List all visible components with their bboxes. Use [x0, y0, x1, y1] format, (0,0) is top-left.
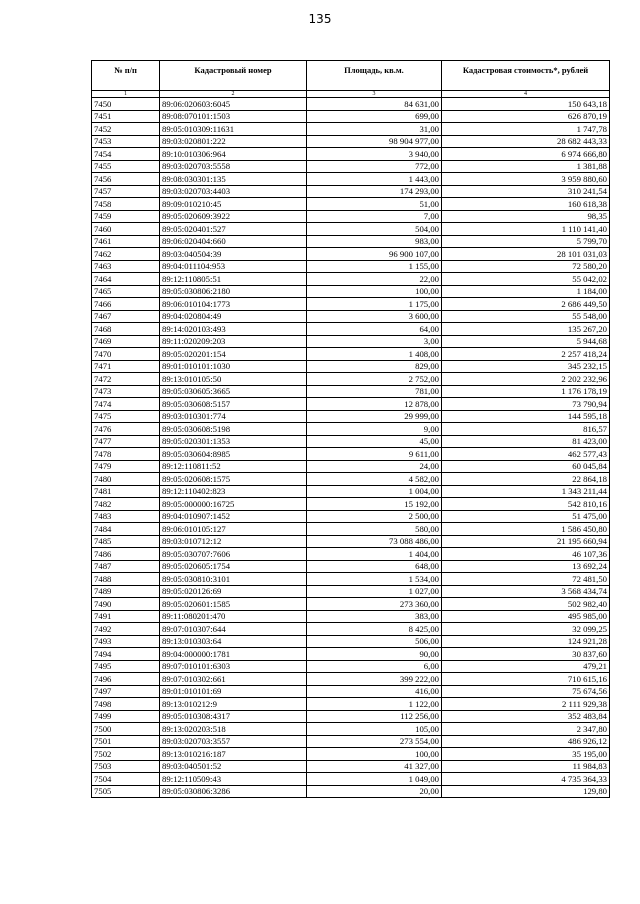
row-number: 7502 — [92, 748, 160, 761]
table-row — [92, 323, 610, 336]
area-value: 1 175,00 — [307, 298, 442, 311]
area-value: 31,00 — [307, 123, 442, 136]
row-number: 7477 — [92, 435, 160, 448]
cost-value: 1 176 178,19 — [442, 385, 610, 398]
table-row — [92, 710, 610, 723]
cadastral-number: 89:13:010303:64 — [160, 635, 307, 648]
table-row — [92, 298, 610, 311]
table-row — [92, 348, 610, 361]
cadastral-number: 89:05:030806:2180 — [160, 285, 307, 298]
table-row — [92, 510, 610, 523]
area-value: 1 404,00 — [307, 548, 442, 561]
table-row — [92, 748, 610, 761]
table-row — [92, 610, 610, 623]
cadastral-number: 89:13:010105:50 — [160, 373, 307, 386]
cost-value: 2 257 418,24 — [442, 348, 610, 361]
cost-value: 72 580,20 — [442, 260, 610, 273]
row-number: 7497 — [92, 685, 160, 698]
cost-value: 5 944,68 — [442, 335, 610, 348]
cadastral-number: 89:03:020703:4403 — [160, 185, 307, 198]
table-row — [92, 498, 610, 511]
row-number: 7471 — [92, 360, 160, 373]
cost-value: 135 267,20 — [442, 323, 610, 336]
area-value: 9 611,00 — [307, 448, 442, 461]
cadastral-number: 89:03:020703:3557 — [160, 735, 307, 748]
cost-value: 5 799,70 — [442, 235, 610, 248]
row-number: 7496 — [92, 673, 160, 686]
cost-value: 479,21 — [442, 660, 610, 673]
cost-value: 310 241,54 — [442, 185, 610, 198]
cadastral-number: 89:03:010712:12 — [160, 535, 307, 548]
cost-value: 710 615,16 — [442, 673, 610, 686]
area-value: 7,00 — [307, 210, 442, 223]
table-row — [92, 123, 610, 136]
cadastral-number: 89:03:040504:39 — [160, 248, 307, 261]
row-number: 7461 — [92, 235, 160, 248]
cadastral-number: 89:11:020209:203 — [160, 335, 307, 348]
row-number: 7483 — [92, 510, 160, 523]
area-value: 112 256,00 — [307, 710, 442, 723]
cadastral-number: 89:14:020103:493 — [160, 323, 307, 336]
row-number: 7491 — [92, 610, 160, 623]
row-number: 7466 — [92, 298, 160, 311]
row-number: 7451 — [92, 110, 160, 123]
cost-value: 75 674,56 — [442, 685, 610, 698]
area-value: 3,00 — [307, 335, 442, 348]
row-number: 7499 — [92, 710, 160, 723]
area-value: 1 049,00 — [307, 773, 442, 786]
row-number: 7476 — [92, 423, 160, 436]
cadastral-number: 89:12:110402:823 — [160, 485, 307, 498]
table-row — [92, 385, 610, 398]
cost-value: 3 568 434,74 — [442, 585, 610, 598]
header-cadastral-number: Кадастровый номер — [160, 61, 307, 91]
cost-value: 2 202 232,96 — [442, 373, 610, 386]
cost-value: 150 643,18 — [442, 98, 610, 111]
cadastral-number: 89:11:080201:470 — [160, 610, 307, 623]
table-row — [92, 435, 610, 448]
area-value: 6,00 — [307, 660, 442, 673]
area-value: 273 360,00 — [307, 598, 442, 611]
area-value: 504,00 — [307, 223, 442, 236]
table-row — [92, 573, 610, 586]
cadastral-number: 89:12:110805:51 — [160, 273, 307, 286]
cadastral-number: 89:05:010309:11631 — [160, 123, 307, 136]
cost-value: 2 347,80 — [442, 723, 610, 736]
cost-value: 46 107,36 — [442, 548, 610, 561]
cadastral-number: 89:08:070101:1503 — [160, 110, 307, 123]
table-row — [92, 598, 610, 611]
cadastral-table — [91, 60, 610, 798]
cadastral-number: 89:06:020603:6045 — [160, 98, 307, 111]
row-number: 7467 — [92, 310, 160, 323]
row-number: 7456 — [92, 173, 160, 186]
cost-value: 35 195,00 — [442, 748, 610, 761]
area-value: 399 222,00 — [307, 673, 442, 686]
row-number: 7488 — [92, 573, 160, 586]
cadastral-number: 89:05:030608:5157 — [160, 398, 307, 411]
table-row — [92, 698, 610, 711]
area-value: 273 554,00 — [307, 735, 442, 748]
area-value: 45,00 — [307, 435, 442, 448]
table-row — [92, 585, 610, 598]
area-value: 648,00 — [307, 560, 442, 573]
cadastral-number: 89:13:020203:518 — [160, 723, 307, 736]
row-number: 7501 — [92, 735, 160, 748]
area-value: 15 192,00 — [307, 498, 442, 511]
row-number: 7473 — [92, 385, 160, 398]
header-area: Площадь, кв.м. — [307, 61, 442, 91]
row-number: 7487 — [92, 560, 160, 573]
cost-value: 13 692,24 — [442, 560, 610, 573]
area-value: 105,00 — [307, 723, 442, 736]
row-number: 7494 — [92, 648, 160, 661]
cost-value: 28 101 031,03 — [442, 248, 610, 261]
table-row — [92, 560, 610, 573]
table-row — [92, 398, 610, 411]
row-number: 7480 — [92, 473, 160, 486]
row-number: 7459 — [92, 210, 160, 223]
table-row — [92, 460, 610, 473]
column-number: 3 — [307, 91, 442, 98]
area-value: 24,00 — [307, 460, 442, 473]
area-value: 1 408,00 — [307, 348, 442, 361]
table-row — [92, 360, 610, 373]
cadastral-number: 89:05:020605:1754 — [160, 560, 307, 573]
row-number: 7462 — [92, 248, 160, 261]
table-row — [92, 335, 610, 348]
table-row — [92, 248, 610, 261]
cadastral-number: 89:06:020404:660 — [160, 235, 307, 248]
row-number: 7474 — [92, 398, 160, 411]
area-value: 781,00 — [307, 385, 442, 398]
table-row — [92, 660, 610, 673]
cadastral-number: 89:01:010101:69 — [160, 685, 307, 698]
area-value: 51,00 — [307, 198, 442, 211]
row-number: 7457 — [92, 185, 160, 198]
cost-value: 502 982,40 — [442, 598, 610, 611]
row-number: 7505 — [92, 785, 160, 798]
table-row — [92, 485, 610, 498]
cadastral-number: 89:05:000000:16725 — [160, 498, 307, 511]
area-value: 64,00 — [307, 323, 442, 336]
table-row — [92, 623, 610, 636]
area-value: 983,00 — [307, 235, 442, 248]
cost-value: 55 548,00 — [442, 310, 610, 323]
cost-value: 542 810,16 — [442, 498, 610, 511]
column-number: 1 — [92, 91, 160, 98]
table-row — [92, 148, 610, 161]
area-value: 1 027,00 — [307, 585, 442, 598]
cost-value: 30 837,60 — [442, 648, 610, 661]
cadastral-number: 89:07:010101:6303 — [160, 660, 307, 673]
area-value: 1 155,00 — [307, 260, 442, 273]
row-number: 7472 — [92, 373, 160, 386]
area-value: 2 500,00 — [307, 510, 442, 523]
row-number: 7504 — [92, 773, 160, 786]
table-row — [92, 673, 610, 686]
row-number: 7492 — [92, 623, 160, 636]
area-value: 96 900 107,00 — [307, 248, 442, 261]
cost-value: 4 735 364,33 — [442, 773, 610, 786]
column-number: 2 — [160, 91, 307, 98]
area-value: 829,00 — [307, 360, 442, 373]
row-number: 7478 — [92, 448, 160, 461]
cost-value: 2 111 929,38 — [442, 698, 610, 711]
cadastral-number: 89:05:010308:4317 — [160, 710, 307, 723]
area-value: 2 752,00 — [307, 373, 442, 386]
cadastral-number: 89:13:010216:187 — [160, 748, 307, 761]
header-num: № п/п — [92, 61, 160, 91]
cost-value: 6 974 666,80 — [442, 148, 610, 161]
row-number: 7498 — [92, 698, 160, 711]
row-number: 7464 — [92, 273, 160, 286]
row-number: 7486 — [92, 548, 160, 561]
row-number: 7503 — [92, 760, 160, 773]
row-number: 7493 — [92, 635, 160, 648]
row-number: 7479 — [92, 460, 160, 473]
cadastral-number: 89:12:110811:52 — [160, 460, 307, 473]
row-number: 7475 — [92, 410, 160, 423]
area-value: 90,00 — [307, 648, 442, 661]
area-value: 506,00 — [307, 635, 442, 648]
cost-value: 144 595,18 — [442, 410, 610, 423]
row-number: 7458 — [92, 198, 160, 211]
cadastral-number: 89:06:010105:127 — [160, 523, 307, 536]
area-value: 383,00 — [307, 610, 442, 623]
table-row — [92, 535, 610, 548]
cadastral-number: 89:04:020804:49 — [160, 310, 307, 323]
cadastral-number: 89:07:010307:644 — [160, 623, 307, 636]
row-number: 7490 — [92, 598, 160, 611]
cost-value: 816,57 — [442, 423, 610, 436]
cost-value: 73 790,94 — [442, 398, 610, 411]
area-value: 1 122,00 — [307, 698, 442, 711]
cost-value: 32 099,25 — [442, 623, 610, 636]
table-row — [92, 285, 610, 298]
row-number: 7489 — [92, 585, 160, 598]
page-number: 135 — [308, 12, 332, 26]
cadastral-number: 89:03:010301:774 — [160, 410, 307, 423]
table-row — [92, 648, 610, 661]
table-row — [92, 273, 610, 286]
row-number: 7481 — [92, 485, 160, 498]
cadastral-number: 89:05:020609:3922 — [160, 210, 307, 223]
cost-value: 352 483,84 — [442, 710, 610, 723]
cadastral-number: 89:03:020801:222 — [160, 135, 307, 148]
cadastral-number: 89:05:030608:5198 — [160, 423, 307, 436]
row-number: 7454 — [92, 148, 160, 161]
header-row — [92, 61, 610, 91]
row-number: 7465 — [92, 285, 160, 298]
cadastral-number: 89:10:010306:964 — [160, 148, 307, 161]
row-number: 7495 — [92, 660, 160, 673]
cost-value: 98,35 — [442, 210, 610, 223]
cost-value: 124 921,28 — [442, 635, 610, 648]
cost-value: 22 864,18 — [442, 473, 610, 486]
row-number: 7452 — [92, 123, 160, 136]
table-row — [92, 198, 610, 211]
table-row — [92, 235, 610, 248]
row-number: 7482 — [92, 498, 160, 511]
table-row — [92, 110, 610, 123]
area-value: 1 534,00 — [307, 573, 442, 586]
cost-value: 462 577,43 — [442, 448, 610, 461]
cost-value: 1 110 141,40 — [442, 223, 610, 236]
cadastral-number: 89:05:020201:154 — [160, 348, 307, 361]
cadastral-number: 89:08:030301:135 — [160, 173, 307, 186]
cadastral-number: 89:05:030707:7606 — [160, 548, 307, 561]
cadastral-number: 89:05:030806:3286 — [160, 785, 307, 798]
row-number: 7470 — [92, 348, 160, 361]
cadastral-number: 89:05:020401:527 — [160, 223, 307, 236]
area-value: 98 904 977,00 — [307, 135, 442, 148]
table-row — [92, 410, 610, 423]
cadastral-number: 89:01:010101:1030 — [160, 360, 307, 373]
table-row — [92, 548, 610, 561]
row-number: 7468 — [92, 323, 160, 336]
cadastral-number: 89:04:011104:953 — [160, 260, 307, 273]
table-row — [92, 173, 610, 186]
row-number: 7484 — [92, 523, 160, 536]
table-row — [92, 210, 610, 223]
cost-value: 495 985,00 — [442, 610, 610, 623]
table-row — [92, 685, 610, 698]
row-number: 7455 — [92, 160, 160, 173]
cadastral-number: 89:05:030810:3101 — [160, 573, 307, 586]
cost-value: 345 232,15 — [442, 360, 610, 373]
row-number: 7469 — [92, 335, 160, 348]
cadastral-number: 89:05:030604:8985 — [160, 448, 307, 461]
row-number: 7450 — [92, 98, 160, 111]
area-value: 41 327,00 — [307, 760, 442, 773]
area-value: 84 631,00 — [307, 98, 442, 111]
table-row — [92, 785, 610, 798]
cadastral-number: 89:06:010104:1773 — [160, 298, 307, 311]
area-value: 8 425,00 — [307, 623, 442, 636]
cadastral-number: 89:04:000000:1781 — [160, 648, 307, 661]
area-value: 3 940,00 — [307, 148, 442, 161]
cadastral-number: 89:03:020703:5558 — [160, 160, 307, 173]
table-row — [92, 773, 610, 786]
area-value: 12 878,00 — [307, 398, 442, 411]
table-row — [92, 98, 610, 111]
area-value: 580,00 — [307, 523, 442, 536]
cost-value: 1 747,78 — [442, 123, 610, 136]
table-row — [92, 185, 610, 198]
table-row — [92, 423, 610, 436]
area-value: 9,00 — [307, 423, 442, 436]
cadastral-number: 89:05:020301:1353 — [160, 435, 307, 448]
table-row — [92, 260, 610, 273]
cost-value: 81 423,00 — [442, 435, 610, 448]
table-row — [92, 448, 610, 461]
row-number: 7500 — [92, 723, 160, 736]
cost-value: 2 686 449,50 — [442, 298, 610, 311]
area-value: 416,00 — [307, 685, 442, 698]
cost-value: 11 984,83 — [442, 760, 610, 773]
cost-value: 129,80 — [442, 785, 610, 798]
cadastral-number: 89:07:010302:661 — [160, 673, 307, 686]
area-value: 100,00 — [307, 748, 442, 761]
cadastral-number: 89:05:020608:1575 — [160, 473, 307, 486]
area-value: 100,00 — [307, 285, 442, 298]
row-number: 7453 — [92, 135, 160, 148]
cost-value: 1 381,88 — [442, 160, 610, 173]
table-row — [92, 635, 610, 648]
area-value: 3 600,00 — [307, 310, 442, 323]
cost-value: 21 195 660,94 — [442, 535, 610, 548]
row-number: 7460 — [92, 223, 160, 236]
column-number: 4 — [442, 91, 610, 98]
cost-value: 55 042,02 — [442, 273, 610, 286]
row-number: 7485 — [92, 535, 160, 548]
table-row — [92, 223, 610, 236]
table-row — [92, 135, 610, 148]
cadastral-number: 89:13:010212:9 — [160, 698, 307, 711]
table-row — [92, 760, 610, 773]
cadastral-number: 89:04:010907:1452 — [160, 510, 307, 523]
cost-value: 626 870,19 — [442, 110, 610, 123]
table-row — [92, 473, 610, 486]
table-row — [92, 523, 610, 536]
cadastral-number: 89:12:110509:43 — [160, 773, 307, 786]
area-value: 29 999,00 — [307, 410, 442, 423]
row-number: 7463 — [92, 260, 160, 273]
cadastral-number: 89:05:030605:3665 — [160, 385, 307, 398]
area-value: 174 293,00 — [307, 185, 442, 198]
table-row — [92, 373, 610, 386]
table-row — [92, 735, 610, 748]
area-value: 73 088 486,00 — [307, 535, 442, 548]
cost-value: 51 475,00 — [442, 510, 610, 523]
table-row — [92, 160, 610, 173]
cost-value: 1 586 450,80 — [442, 523, 610, 536]
cost-value: 72 481,50 — [442, 573, 610, 586]
cadastral-number: 89:05:020126:69 — [160, 585, 307, 598]
area-value: 699,00 — [307, 110, 442, 123]
header-cost: Кадастровая стоимость*, рублей — [442, 61, 610, 91]
area-value: 20,00 — [307, 785, 442, 798]
cost-value: 60 045,84 — [442, 460, 610, 473]
cadastral-number: 89:03:040501:52 — [160, 760, 307, 773]
cost-value: 1 184,00 — [442, 285, 610, 298]
area-value: 1 443,00 — [307, 173, 442, 186]
cost-value: 1 343 211,44 — [442, 485, 610, 498]
cost-value: 3 959 880,60 — [442, 173, 610, 186]
cost-value: 486 926,12 — [442, 735, 610, 748]
area-value: 772,00 — [307, 160, 442, 173]
cost-value: 28 682 443,33 — [442, 135, 610, 148]
area-value: 4 582,00 — [307, 473, 442, 486]
table-body — [92, 98, 610, 798]
area-value: 1 004,00 — [307, 485, 442, 498]
area-value: 22,00 — [307, 273, 442, 286]
column-number-row — [92, 91, 610, 98]
table-row — [92, 310, 610, 323]
table-row — [92, 723, 610, 736]
cost-value: 160 618,38 — [442, 198, 610, 211]
cadastral-number: 89:05:020601:1585 — [160, 598, 307, 611]
cadastral-number: 89:09:010210:45 — [160, 198, 307, 211]
